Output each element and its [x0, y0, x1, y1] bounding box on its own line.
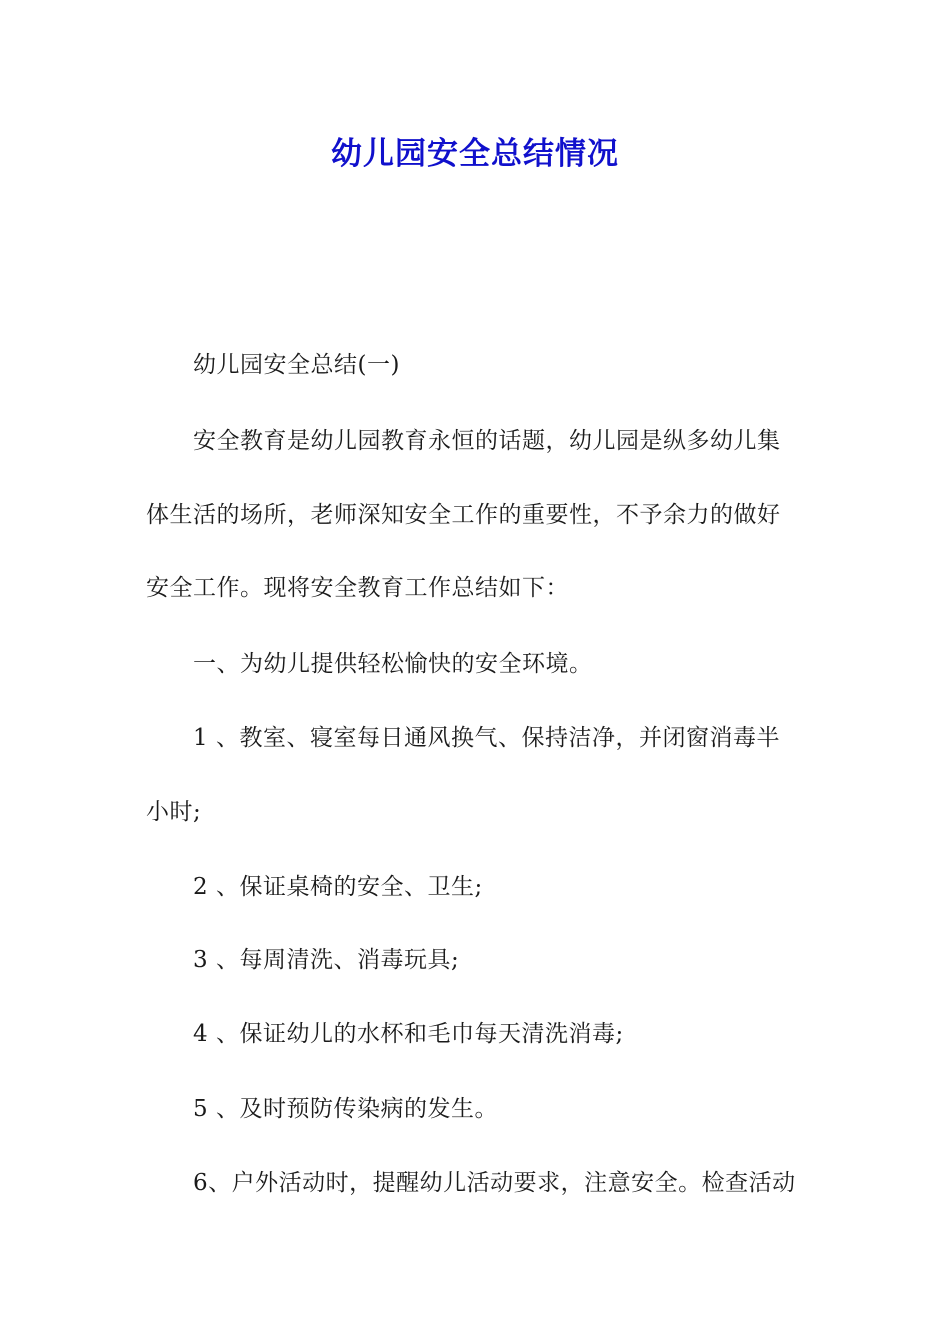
list-item: 2 、保证桌椅的安全、卫生; [193, 874, 483, 900]
list-item: 3 、每周清洗、消毒玩具; [193, 947, 460, 973]
document-title: 幼儿园安全总结情况 [331, 136, 619, 172]
list-heading: 一、为幼儿提供轻松愉快的安全环境。 [193, 651, 593, 677]
list-item: 5 、及时预防传染病的发生。 [193, 1096, 498, 1122]
list-item: 1 、教室、寝室每日通风换气、保持洁净，并闭窗消毒半 [193, 725, 780, 751]
paragraph-line: 安全工作。现将安全教育工作总结如下： [146, 575, 569, 601]
section-heading: 幼儿园安全总结(一) [193, 352, 400, 378]
list-item: 6、户外活动时，提醒幼儿活动要求，注意安全。检查活动 [193, 1170, 796, 1196]
list-item-continuation: 小时; [146, 799, 202, 825]
paragraph-line: 安全教育是幼儿园教育永恒的话题，幼儿园是纵多幼儿集 [193, 428, 781, 454]
paragraph-line: 体生活的场所，老师深知安全工作的重要性，不予余力的做好 [146, 502, 781, 528]
list-item: 4 、保证幼儿的水杯和毛巾每天清洗消毒; [193, 1021, 624, 1047]
